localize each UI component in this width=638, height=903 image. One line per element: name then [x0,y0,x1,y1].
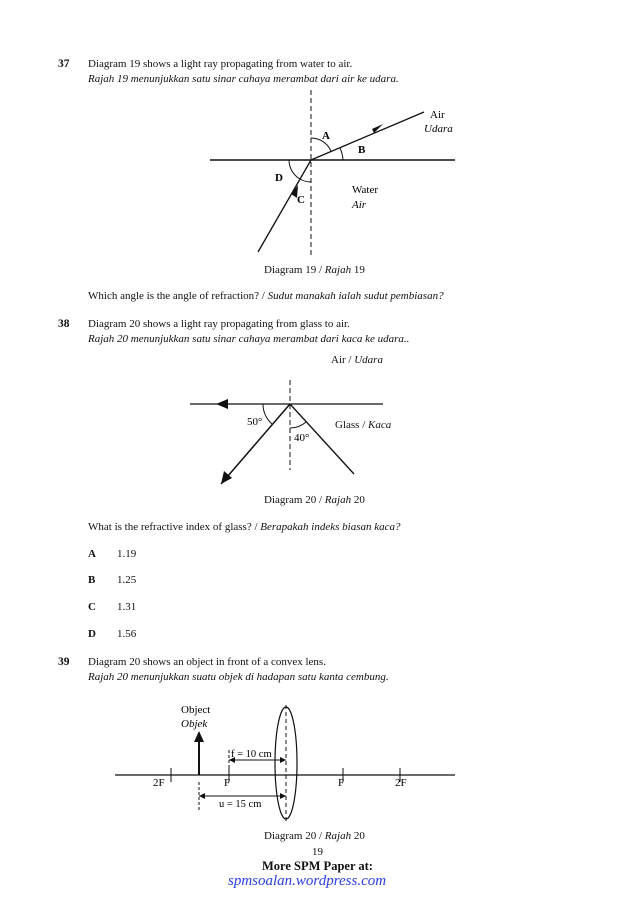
angle-40-arc [290,422,306,428]
question-39-number: 39 [58,656,70,668]
label-f-left: F [224,777,231,789]
angle-d-arc [289,160,300,179]
spmsoalan-link[interactable]: spmsoalan.wordpress.com [228,873,387,889]
angle-50-arc [263,404,272,424]
object-label-my: Objek [181,718,208,730]
option-b-value: 1.25 [117,574,137,586]
glass-kaca-label: Glass / Kaca [335,419,392,431]
diagram-20b-caption: Diagram 20 / Rajah 20 [264,830,365,842]
diagram-19-caption: Diagram 19 / Rajah 19 [264,264,365,276]
label-a: A [322,130,330,142]
question-38-prompt: What is the refractive index of glass? / Berapakah indeks biasan kaca? [88,521,401,533]
question-38-text-my: Rajah 20 menunjukkan satu sinar cahaya merambat dari kaca ke udara.. [88,333,410,345]
f-label: f = 10 cm [231,749,272,760]
label-b: B [358,144,366,156]
label-d: D [275,172,283,184]
f-dimension-arrow-right [280,757,286,763]
question-37-prompt: Which angle is the angle of refraction? / Sudut manakah ialah sudut pembiasan? [88,290,444,302]
question-38-text-en: Diagram 20 shows a light ray propagating from glass to air. [88,318,350,330]
air-udara-label: Air / Udara [331,354,383,366]
question-37-text-en: Diagram 19 shows a light ray propagating from water to air. [88,58,353,70]
label-f-right: F [338,777,345,789]
air-label-en: Air [430,109,445,121]
diagram-20-caption: Diagram 20 / Rajah 20 [264,494,365,506]
option-b-letter: B [88,574,96,586]
u-label: u = 15 cm [219,799,262,810]
option-c-value: 1.31 [117,601,137,613]
water-label-my: Air [352,199,367,211]
angle-50-label: 50° [247,416,263,428]
question-39-text-my: Rajah 20 menunjukkan suatu objek di hadapan satu kanta cembung. [88,671,389,683]
option-c-letter: C [88,601,96,613]
u-dimension-arrow-right [280,793,286,799]
question-39-text-en: Diagram 20 shows an object in front of a convex lens. [88,656,326,668]
option-a-value: 1.19 [117,548,137,560]
object-arrow-head [194,731,204,742]
more-spm-text: More SPM Paper at: [262,859,373,873]
question-38-number: 38 [58,318,70,330]
angle-40-label: 40° [294,432,310,444]
label-c: C [297,194,305,206]
question-37-text-my: Rajah 19 menunjukkan satu sinar cahaya merambat dari air ke udara. [88,73,399,85]
option-d-letter: D [88,628,96,640]
option-d-value: 1.56 [117,628,137,640]
angle-c-arc [300,179,311,182]
air-label-my: Udara [424,123,453,135]
page-number: 19 [312,846,323,858]
water-label-en: Water [352,184,378,196]
option-a-letter: A [88,548,96,560]
object-label-en: Object [181,704,211,716]
label-2f-right: 2F [395,777,407,789]
incident-ray-19 [258,160,311,252]
angle-b-arc [340,148,343,160]
label-2f-left: 2F [153,777,165,789]
left-arrow-20 [216,399,228,409]
question-37-number: 37 [58,58,70,70]
u-dimension-arrow-left [199,793,205,799]
